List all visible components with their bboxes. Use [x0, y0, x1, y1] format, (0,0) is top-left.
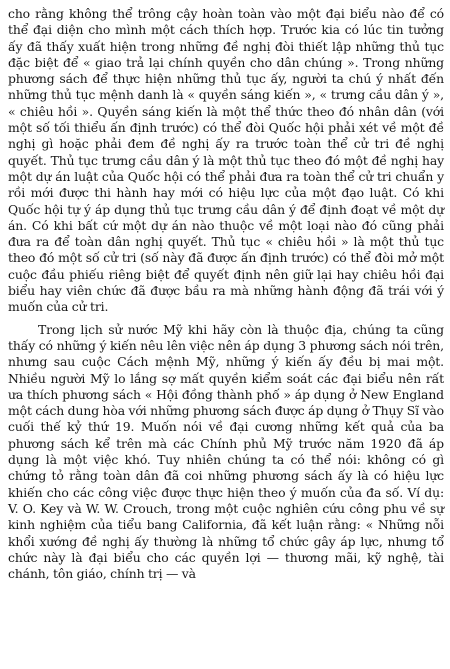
- paragraph-2: Trong lịch sử nước Mỹ khi hãy còn là thuộc địa, chúng ta cũng thấy có những ý kiến nêu lên việc nên áp dụng 3 phương sách nói trên, nhưng sau cuộc Cách mệnh Mỹ, những ý kiến ấy đều bị mai một. Nhiều người Mỹ lo lắng sợ mất quyền kiểm soát các đại biểu nên rất ưa thích phương sách « Hội đồng thành phố » áp dụng ở New England một cách dung hòa với những phương sách được áp dụng ở Thụy Sĩ vào cuối thế kỷ thứ 19. Muốn nói về đại cương những kết quả của ba phương sách kể trên mà các Chính phủ Mỹ trước năm 1920 đã áp dụng là một việc khó. Tuy nhiên chúng ta có thể nói: không có gì chứng tỏ rằng toàn dân đã coi những phương sách ấy là có hiệu lực khiến cho các công việc được thực hiện theo ý muốn của đa số. Ví dụ: V. O. Key và W. W. Crouch, trong một cuộc nghiên cứu công phu về sự kinh nghiệm của tiểu bang California, đã kết luận rằng: « Những nỗi khổi xướng đề nghị ấy thường là những tổ chức gây áp lực, nhưng tổ chức này là đại biểu cho các quyền lợi — thương mãi, kỹ nghệ, tài chánh, tôn giáo, chính trị — và: [8, 321, 444, 582]
- paragraph-1: cho rằng không thể trông cậy hoàn toàn vào một đại biểu nào để có thể đại diện cho mình một cách thích hợp. Trước kia có lúc tin tưởng ấy đã thấy xuất hiện trong những đề nghị đòi thiết lập những thủ tục đặc biệt để « giao trả lại chính quyền cho dân chúng ». Trong những phương sách để thực hiện những thủ tục ấy, người ta chú ý nhất đến những thủ tục mệnh danh là « quyền sáng kiến », « trưng cầu dân ý », « chiêu hồi ». Quyền sáng kiến là một thể thức theo đó nhân dân (với một số tối thiểu ấn định trước) có thể đòi Quốc hội phải xét về một đề nghị gì hoặc phải đem đề nghị ấy ra trước toàn thể cử tri đề nghị quyết. Thủ tục trưng cầu dân ý là một thủ tục theo đó một đề nghị hay một dự án luật của Quốc hội có thể phải đưa ra toàn thể cử tri chuẩn y rồi mới được thi hành hay mới có hiệu lực của một đạo luật. Có khi Quốc hội tự ý áp dụng thủ tục trưng cầu dân ý để định đoạt về một dự án. Có khi bất cứ một dự án nào thuộc về một loại nào đó cũng phải đưa ra để toàn dân nghị quyết. Thủ tục « chiêu hồi » là một thủ tục theo đó một số cử tri (số này đã được ấn định trước) có thể đòi mở một cuộc đầu phiếu riêng biệt để quyết định nên giữ lại hay chiêu hồi đại biểu hay viên chức đã được bầu ra mà những hành động đã trái với ý muốn của cử tri.: [8, 6, 444, 315]
- document-page: [8, 6, 444, 666]
